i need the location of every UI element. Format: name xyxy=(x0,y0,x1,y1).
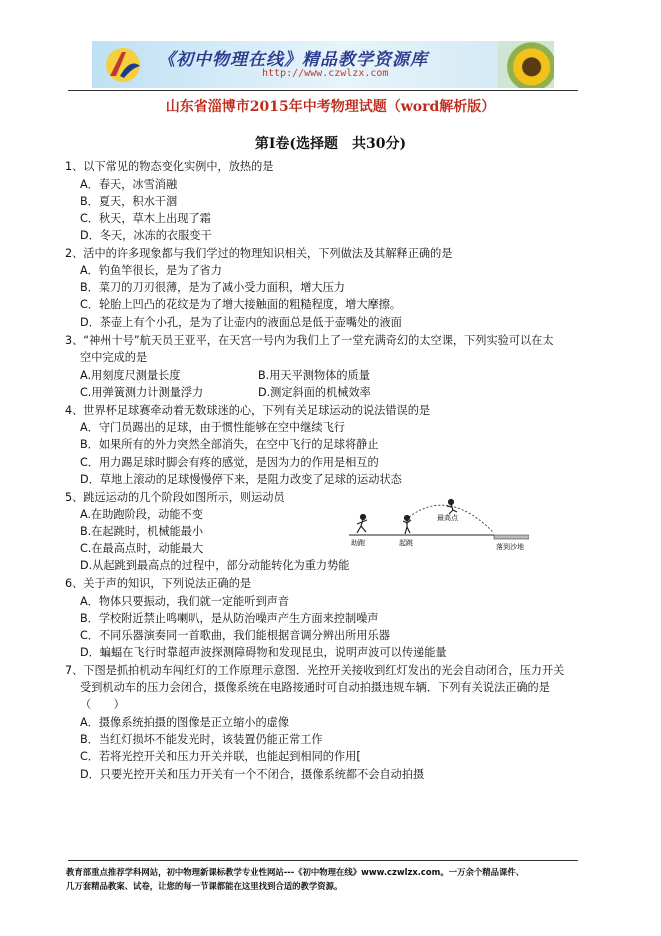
sunflower-image xyxy=(498,41,554,88)
question-stem: 5、跳远运动的几个阶段如图所示，则运动员 xyxy=(65,491,285,504)
option: B.用天平测物体的质量 xyxy=(258,369,370,382)
footer-line: 几万套精品教案、试卷，让您的每一节课都能在这里找到合适的教学资源。 xyxy=(66,881,343,891)
section-title: 第Ⅰ卷(选择题 共30分) xyxy=(254,136,407,152)
figure-label: 助跑 xyxy=(351,539,365,547)
question-stem: 1、以下常见的物态变化实例中，放热的是 xyxy=(65,160,274,173)
footer-rule xyxy=(68,860,578,861)
question-stem: 2、活中的许多现象都与我们学过的物理知识相关，下列做法及其解释正确的是 xyxy=(65,247,453,260)
option: D．蝙蝠在飞行时靠超声波探测障碍物和发现昆虫，说明声波可以传递能量 xyxy=(80,646,447,659)
runner-icon xyxy=(357,515,367,534)
figure-label: 起跳 xyxy=(399,539,413,547)
option: B．夏天，积水干涸 xyxy=(80,195,178,208)
option: C.用弹簧测力计测量浮力 xyxy=(80,386,204,399)
question-stem: 4、世界杯足球赛牵动着无数球迷的心，下列有关足球运动的说法错误的是 xyxy=(65,404,431,417)
question-stem: 3、“神州十号”航天员王亚平，在天宫一号内为我们上了一堂充满奇幻的太空课，下列实验可以在太 xyxy=(65,334,554,347)
option: D．只要光控开关和压力开关有一个不闭合，摄像系统都不会自动拍摄 xyxy=(80,768,425,781)
option: C．若将光控开关和压力开关并联，也能起到相同的作用[ xyxy=(80,750,361,763)
option: B．学校附近禁止鸣喇叭，是从防治噪声产生方面来控制噪声 xyxy=(80,612,379,625)
option: A．摄像系统拍摄的图像是正立缩小的虚像 xyxy=(80,716,290,729)
answer-blank: （ ） xyxy=(80,698,125,711)
option: D.从起跳到最高点的过程中，部分动能转化为重力势能 xyxy=(80,559,350,572)
jumper-icon xyxy=(403,516,411,535)
figure-label: 最高点 xyxy=(437,514,458,522)
header-rule xyxy=(68,90,578,91)
option: C.在最高点时，动能最大 xyxy=(80,542,204,555)
question-stem-cont: 受到机动车的压力会闭合，摄像系统在电路接通时可自动拍摄违规车辆．下列有关说法正确的是 xyxy=(80,681,550,694)
option: A．春天，冰雪消融 xyxy=(80,178,178,191)
banner-url[interactable]: http://www.czwlzx.com xyxy=(262,68,389,79)
option: A.在助跑阶段，动能不变 xyxy=(80,508,203,521)
option: A．守门员踢出的足球，由于惯性能够在空中继续飞行 xyxy=(80,421,345,434)
figure-label: 落到沙地 xyxy=(496,543,524,551)
option: D.测定斜面的机械效率 xyxy=(258,386,371,399)
airborne-athlete-icon xyxy=(447,500,457,515)
option: B.在起跳时，机械能最小 xyxy=(80,525,204,538)
option: D．草地上滚动的足球慢慢停下来，是阻力改变了足球的运动状态 xyxy=(80,473,402,486)
option: A．物体只要振动，我们就一定能听到声音 xyxy=(80,595,290,608)
banner-title: 《初中物理在线》精品教学资源库 xyxy=(158,50,428,70)
option: B．菜刀的刀刃很薄，是为了减小受力面积，增大压力 xyxy=(80,281,345,294)
option: D．茶壶上有个小孔，是为了让壶内的液面总是低于壶嘴处的液面 xyxy=(80,316,402,329)
question-stem-cont: 空中完成的是 xyxy=(80,351,148,364)
option: C．秋天，草木上出现了霜 xyxy=(80,212,211,225)
option: C．不同乐器演奏同一首歌曲，我们能根据音调分辨出所用乐器 xyxy=(80,629,390,642)
option: B．当红灯损坏不能发光时，该装置仍能正常工作 xyxy=(80,733,323,746)
long-jump-figure xyxy=(349,495,529,555)
option: B．如果所有的外力突然全部消失，在空中飞行的足球将静止 xyxy=(80,438,379,451)
header-banner xyxy=(92,41,554,88)
option: A．钓鱼竿很长，是为了省力 xyxy=(80,264,222,277)
document-title: 山东省淄博市2015年中考物理试题（word解析版） xyxy=(165,99,496,115)
option: D．冬天，冰冻的衣服变干 xyxy=(80,229,212,242)
question-stem: 7、下图是抓拍机动车闯红灯的工作原理示意图．光控开关接收到红灯发出的光会自动闭合，压力开关 xyxy=(65,664,565,677)
footer-line: 教育部重点推荐学科网站，初中物理新课标教学专业性网站---《初中物理在线》www.czwlzx.com。一万余个精品课件、 xyxy=(66,867,525,877)
site-logo-icon xyxy=(100,46,146,84)
question-stem: 6、关于声的知识，下列说法正确的是 xyxy=(65,577,252,590)
option: C．用力踢足球时脚会有疼的感觉，是因为力的作用是相互的 xyxy=(80,456,379,469)
option: A.用刻度尺测量长度 xyxy=(80,369,181,382)
option: C．轮胎上凹凸的花纹是为了增大接触面的粗糙程度，增大摩擦。 xyxy=(80,298,402,311)
